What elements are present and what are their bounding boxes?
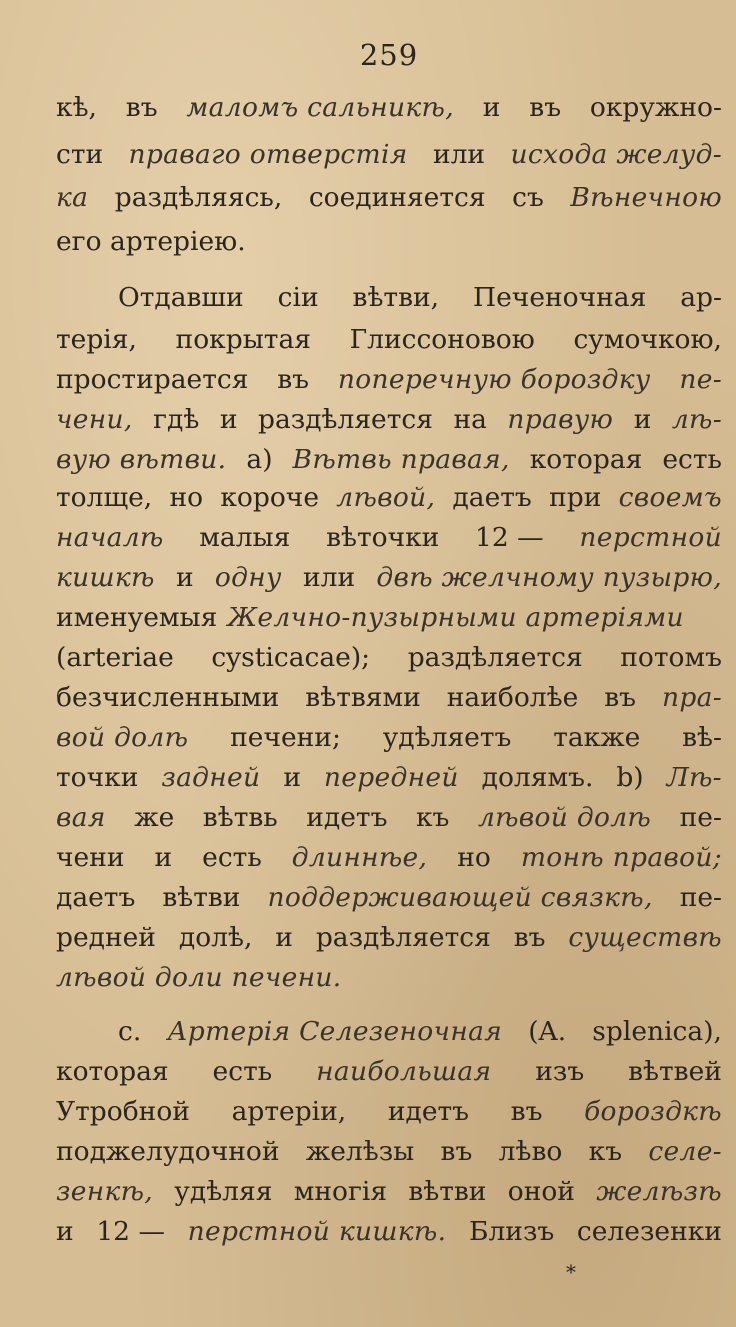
text-word: и: [633, 404, 652, 435]
text-word: но: [169, 482, 204, 513]
text-word: вѣтви: [162, 882, 241, 913]
text-word: идетъ: [387, 1096, 470, 1127]
italic-term: Вѣтвь правая,: [292, 444, 510, 475]
text-word: раздѣляется: [315, 922, 491, 953]
text-line: [56, 1132, 722, 1172]
italic-term: пра-: [662, 682, 722, 713]
italic-term: лѣ-: [671, 404, 722, 435]
text-word: въ: [604, 682, 637, 713]
text-line: [56, 518, 722, 558]
italic-term: желѣзѣ: [596, 1176, 722, 1207]
italic-term: Лѣ-: [666, 762, 722, 793]
text-word: пе-: [679, 802, 722, 833]
text-word: его артеріею.: [56, 226, 246, 257]
text-line: [56, 878, 722, 918]
text-word: малыя: [199, 522, 291, 553]
italic-term: маломъ сальникѣ,: [186, 92, 454, 123]
text-line: [56, 718, 722, 758]
italic-term: двѣ желчному пузырю,: [376, 562, 722, 593]
text-word: вѣ-: [682, 722, 722, 753]
text-word: чени: [56, 842, 125, 873]
text-word: вѣтви,: [352, 282, 440, 313]
text-word: идетъ: [306, 802, 388, 833]
text-line: [56, 320, 722, 360]
text-word: раздѣляется: [407, 642, 583, 673]
text-word: (A.: [528, 1016, 567, 1047]
italic-term: исхода желуд-: [510, 139, 722, 170]
text-word: также: [553, 722, 641, 753]
italic-term: лѣвой долѣ: [477, 802, 652, 833]
text-word: селезенки: [576, 1216, 722, 1247]
text-word: и: [482, 92, 501, 123]
text-word: которая: [56, 1056, 169, 1087]
text-word: удѣляетъ: [382, 722, 512, 753]
text-line: [56, 278, 722, 318]
text-word: въ: [440, 1136, 473, 1167]
italic-term: передней: [323, 762, 459, 793]
italic-term: длиннѣе,: [291, 842, 428, 873]
text-word: даетъ: [452, 482, 532, 513]
text-word: къ: [588, 1136, 623, 1167]
italic-term: задней: [161, 762, 261, 793]
text-word: точки: [56, 762, 139, 793]
text-word: въ: [529, 92, 562, 123]
text-word: многія: [293, 1176, 388, 1207]
text-word: Глиссоновою: [349, 324, 535, 355]
italic-term: вой долѣ: [56, 722, 189, 753]
text-word: и: [283, 762, 301, 793]
text-word: и: [175, 562, 194, 593]
text-word: cysticacae);: [211, 642, 371, 673]
italic-term: ка: [56, 182, 89, 213]
italic-term: зенкѣ,: [56, 1176, 154, 1207]
text-line: [56, 440, 722, 480]
italic-term: Артерія Селезеночная: [167, 1016, 503, 1047]
text-word: раздѣляется: [257, 404, 433, 435]
text-word: вѣтвей: [628, 1056, 722, 1087]
text-word: даетъ: [56, 882, 136, 913]
text-word: покрытая: [175, 324, 311, 355]
text-line: [56, 958, 722, 998]
text-line: [56, 1092, 722, 1132]
text-line: [56, 918, 722, 958]
text-word: долямъ.: [481, 762, 594, 793]
italic-term: вую вѣтви.: [56, 444, 227, 475]
italic-term: Вѣнечною: [570, 182, 722, 213]
text-line: [56, 135, 722, 175]
italic-term: правую: [507, 404, 614, 435]
text-word: изъ: [535, 1056, 585, 1087]
text-word: вѣтвями: [305, 682, 421, 713]
text-line: [56, 558, 722, 598]
text-word: Утробной: [56, 1096, 190, 1127]
text-word: въ: [510, 1096, 543, 1127]
text-word: и: [56, 1216, 74, 1247]
text-line: [56, 1012, 722, 1052]
text-word: b): [616, 762, 644, 793]
text-word: удѣляя: [174, 1176, 273, 1207]
italic-term: пе-: [679, 364, 722, 395]
text-word: лѣво: [498, 1136, 563, 1167]
text-word: желѣзы: [305, 1136, 415, 1167]
italic-term: Желчно-пузырными артеріями: [227, 602, 684, 633]
italic-term: перстной: [579, 522, 722, 553]
text-word: простирается: [56, 364, 249, 395]
text-word: (arteriae: [56, 642, 174, 673]
text-line: [56, 400, 722, 440]
text-word: потомъ: [620, 642, 722, 673]
text-word: поджелудочной: [56, 1136, 280, 1167]
text-word: именуемыя: [56, 602, 218, 633]
text-word: ар-: [680, 282, 722, 313]
text-word: короче: [220, 482, 319, 513]
text-word: же: [134, 802, 175, 833]
italic-term: своемъ: [618, 482, 722, 513]
italic-term: лѣвой доли печени.: [56, 962, 342, 993]
text-word: или: [432, 139, 486, 170]
italic-term: лѣвой,: [336, 482, 436, 513]
text-word: Отдавши: [118, 282, 244, 313]
italic-term: вая: [56, 802, 106, 833]
text-word: или: [302, 562, 356, 593]
page-number: 259: [359, 38, 419, 72]
text-word: есть: [662, 444, 722, 475]
text-word: раздѣляясь,: [114, 182, 283, 213]
text-word: толще,: [56, 482, 153, 513]
text-word: наиболѣе: [446, 682, 579, 713]
text-word: Печеночная: [473, 282, 647, 313]
text-line: [56, 178, 722, 218]
italic-term: тонѣ правой;: [520, 842, 722, 873]
italic-term: одну: [214, 562, 282, 593]
text-word: гдѣ: [153, 404, 200, 435]
text-line: [56, 838, 722, 878]
text-word: къ: [415, 802, 450, 833]
text-word: есть: [202, 842, 262, 873]
text-word: 12 —: [475, 522, 544, 553]
text-word: на: [453, 404, 487, 435]
text-line: [56, 1212, 722, 1252]
text-word: въ: [277, 364, 310, 395]
text-line: [56, 1052, 722, 1092]
text-line: [56, 638, 722, 678]
text-word: вѣточки: [326, 522, 440, 553]
text-word: соединяется: [308, 182, 486, 213]
text-word: вѣтвь: [202, 802, 278, 833]
text-word: сумочкою,: [573, 324, 722, 355]
text-word: но: [457, 842, 491, 873]
italic-term: бороздкѣ: [584, 1096, 722, 1127]
text-word: терія,: [56, 324, 137, 355]
text-line: [56, 360, 722, 400]
text-word: оной: [507, 1176, 575, 1207]
text-word: Близъ: [468, 1216, 555, 1247]
text-word: артеріи,: [231, 1096, 347, 1127]
text-word: есть: [212, 1056, 273, 1087]
text-word: и: [275, 922, 293, 953]
italic-term: кишкѣ: [56, 562, 155, 593]
text-word: при: [549, 482, 602, 513]
text-word: окружно-: [589, 92, 722, 123]
text-word: съ: [512, 182, 544, 213]
text-word: долѣ,: [178, 922, 253, 953]
text-word: кѣ,: [56, 92, 97, 123]
text-word: и: [154, 842, 173, 873]
text-line: [56, 798, 722, 838]
italic-term: существѣ: [568, 922, 722, 953]
italic-term: поперечную бороздку: [337, 364, 651, 395]
text-line: [56, 598, 722, 638]
text-word: splenica),: [592, 1016, 722, 1047]
text-word: a): [246, 444, 273, 475]
text-word: редней: [56, 922, 156, 953]
text-line: [56, 478, 722, 518]
book-page: [56, 0, 722, 1327]
italic-term: началѣ: [56, 522, 164, 553]
text-word: сіи: [277, 282, 319, 313]
text-word: въ: [125, 92, 158, 123]
text-word: пе-: [679, 882, 722, 913]
footer-ornament: *: [566, 1260, 576, 1284]
italic-term: наибольшая: [316, 1056, 492, 1087]
text-word: и: [219, 404, 238, 435]
italic-term: праваго отверстія: [128, 139, 408, 170]
text-word: печени;: [230, 722, 341, 753]
text-word: которая: [529, 444, 643, 475]
text-line: [56, 758, 722, 798]
text-word: въ: [513, 922, 546, 953]
text-line: [56, 222, 722, 262]
text-word: сти: [56, 139, 104, 170]
text-line: [56, 88, 722, 128]
text-word: 12 —: [96, 1216, 165, 1247]
text-line: [56, 678, 722, 718]
text-word: c.: [118, 1016, 142, 1047]
text-word: вѣтви: [408, 1176, 487, 1207]
text-word: безчисленными: [56, 682, 280, 713]
text-line: [56, 1172, 722, 1212]
italic-term: чени,: [56, 404, 133, 435]
italic-term: селе-: [648, 1136, 722, 1167]
italic-term: поддерживающей связкѣ,: [267, 882, 653, 913]
italic-term: перстной кишкѣ.: [187, 1216, 447, 1247]
